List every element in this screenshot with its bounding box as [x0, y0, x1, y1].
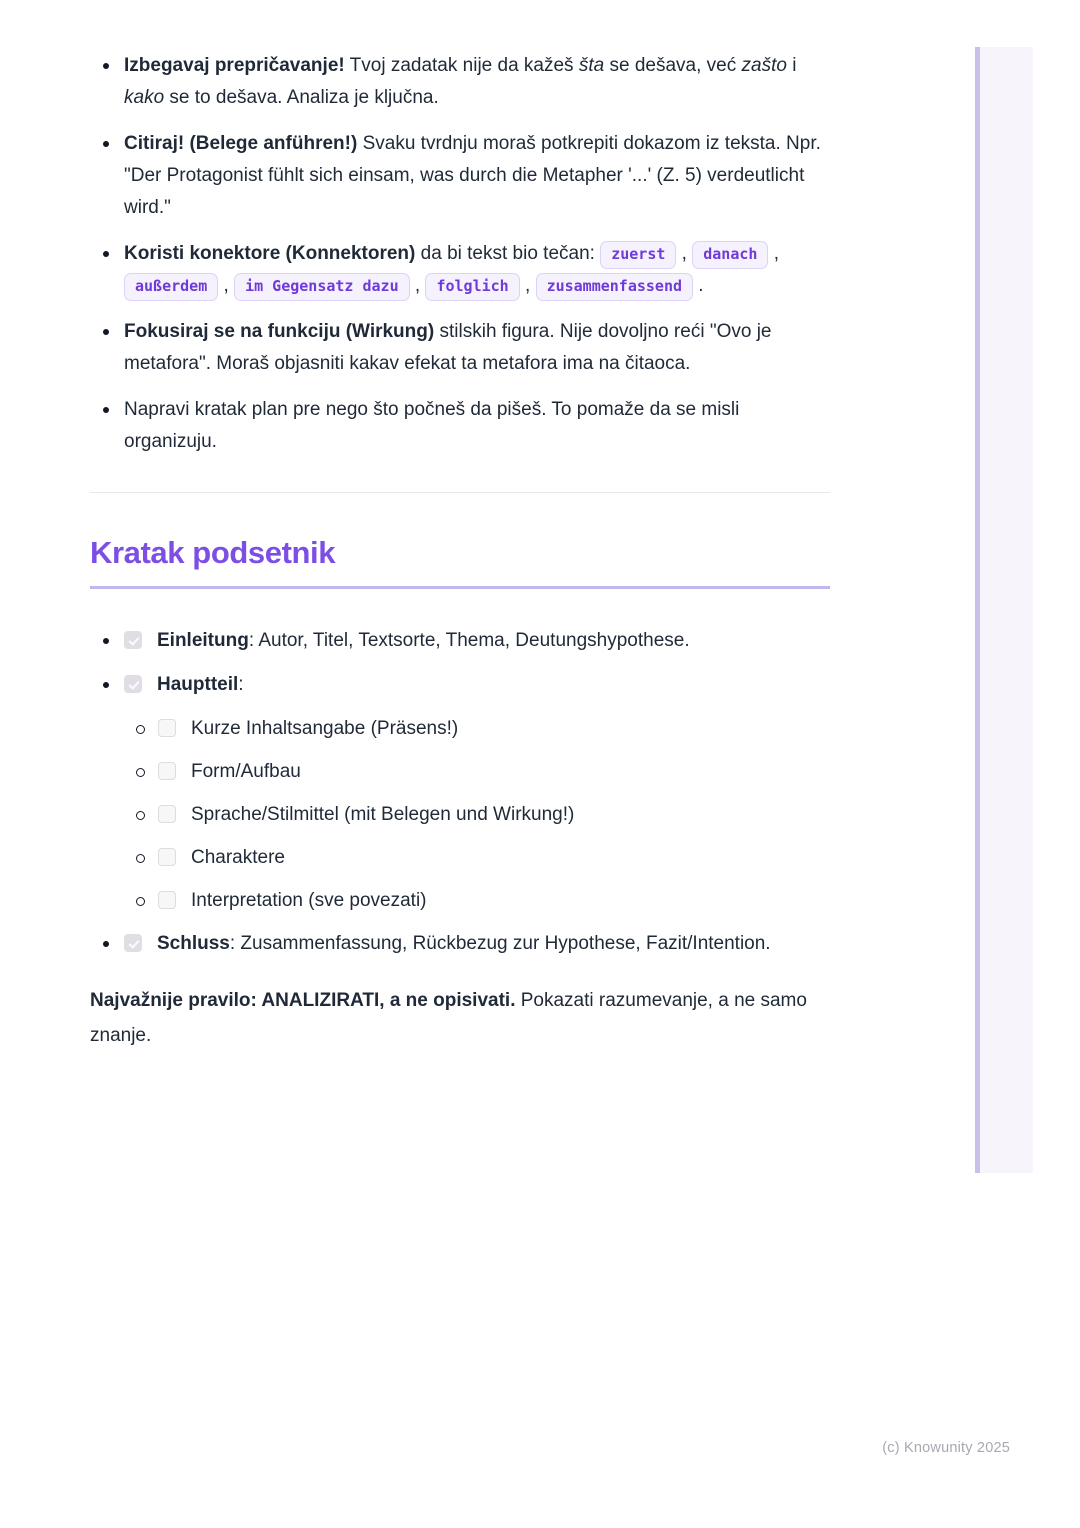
closing-paragraph	[90, 983, 830, 1053]
section-divider	[90, 492, 830, 493]
list-item-text	[124, 55, 796, 108]
checklist-subitem-interpretation	[90, 885, 830, 917]
text-segment: ,	[409, 275, 426, 296]
connector-code-tag: außerdem	[124, 273, 218, 301]
text-segment: Schluss	[157, 933, 230, 954]
text-segment: Koristi konektore (Konnektoren)	[124, 243, 416, 264]
checkbox-schluss[interactable]	[124, 934, 142, 952]
text-segment: Hauptteil	[157, 674, 239, 695]
text-segment: Napravi kratak plan pre nego što počneš da pišeš. To pomaže da se misli organizuju.	[124, 399, 740, 452]
text-segment: ,	[218, 275, 235, 296]
checklist-item-text	[157, 630, 690, 651]
text-segment: Interpretation (sve povezati)	[191, 890, 427, 911]
text-segment: .	[693, 275, 704, 296]
bullet-icon	[103, 941, 109, 947]
checklist-item-text	[157, 933, 771, 954]
text-segment: Najvažnije pravilo: ANALIZIRATI, a ne opisivati.	[90, 990, 516, 1011]
checklist-item-text	[191, 804, 574, 825]
checklist-subitem-inhaltsangabe	[90, 713, 830, 745]
text-segment: da bi tekst bio tečan:	[415, 243, 601, 264]
text-segment: ,	[676, 243, 693, 264]
checklist-item-text	[191, 890, 427, 911]
connector-code-tag: danach	[692, 241, 768, 269]
connector-code-tag: zuerst	[600, 241, 676, 269]
checklist-item-einleitung	[90, 625, 830, 657]
bullet-icon	[103, 638, 109, 644]
checkbox-einleitung[interactable]	[124, 631, 142, 649]
circle-bullet-icon	[136, 725, 145, 734]
list-item	[90, 316, 830, 380]
bullet-icon	[103, 63, 109, 69]
text-segment: Kurze Inhaltsangabe (Präsens!)	[191, 718, 459, 739]
bullet-icon	[103, 329, 109, 335]
text-segment: : Zusammenfassung, Rückbezug zur Hypothese, Fazit/Intention.	[229, 933, 771, 954]
circle-bullet-icon	[136, 897, 145, 906]
bullet-icon	[103, 682, 109, 688]
list-item-text	[124, 243, 779, 296]
text-segment: zašto	[741, 55, 787, 76]
checkbox-sprache-stilmittel[interactable]	[158, 805, 176, 823]
text-segment: Form/Aufbau	[191, 761, 301, 782]
checklist-subitem-sprache-stilmittel	[90, 799, 830, 831]
list-item	[90, 128, 830, 224]
text-segment: Svaku tvrdnju moraš potkrepiti dokazom iz teksta. Npr. "Der Protagonist fühlt sich einsam, was durch die Metapher '...' (Z. 5) verdeutlicht wird."	[124, 133, 821, 218]
checklist	[90, 625, 830, 960]
bullet-icon	[103, 407, 109, 413]
connector-code-tag: folglich	[425, 273, 519, 301]
text-segment: se dešava, već	[604, 55, 742, 76]
checkbox-charaktere[interactable]	[158, 848, 176, 866]
text-segment: i	[786, 55, 797, 76]
checklist-subitem-charaktere	[90, 842, 830, 874]
text-segment: Charaktere	[191, 847, 285, 868]
text-segment: se to dešava. Analiza je ključna.	[164, 87, 439, 108]
bullet-icon	[103, 251, 109, 257]
text-segment: šta	[578, 55, 605, 76]
tips-list	[90, 50, 830, 458]
checklist-item-hauptteil	[90, 669, 830, 701]
text-segment: kako	[124, 87, 165, 108]
text-segment: : Autor, Titel, Textsorte, Thema, Deutungshypothese.	[248, 630, 690, 651]
document-body	[90, 50, 830, 1053]
list-item-text	[124, 133, 821, 218]
checklist-subitem-form-aufbau	[90, 756, 830, 788]
list-item-text	[124, 399, 739, 452]
checkbox-interpretation[interactable]	[158, 891, 176, 909]
checkbox-form-aufbau[interactable]	[158, 762, 176, 780]
text-segment: Citiraj! (Belege anführen!)	[124, 133, 358, 154]
checklist-item-text	[191, 718, 458, 739]
connector-code-tag: im Gegensatz dazu	[234, 273, 410, 301]
page-title: Kratak podsetnik	[90, 535, 830, 589]
page-scroll-track[interactable]	[975, 47, 1033, 1173]
checkbox-hauptteil[interactable]	[124, 675, 142, 693]
list-item	[90, 50, 830, 114]
text-segment: ,	[519, 275, 536, 296]
bullet-icon	[103, 141, 109, 147]
list-item	[90, 394, 830, 458]
circle-bullet-icon	[136, 768, 145, 777]
checklist-item-text	[191, 761, 301, 782]
checklist-item-text	[157, 674, 244, 695]
checklist-item-text	[191, 847, 285, 868]
text-segment: Izbegavaj prepričavanje!	[124, 55, 345, 76]
text-segment: Fokusiraj se na funkciju (Wirkung)	[124, 321, 435, 342]
text-segment: Pokazati razumevanje, a ne samo znanje.	[90, 990, 807, 1046]
connector-code-tag: zusammenfassend	[536, 273, 693, 301]
text-segment: ,	[768, 243, 779, 264]
text-segment: Einleitung	[157, 630, 249, 651]
text-segment: Sprache/Stilmittel (mit Belegen und Wirkung!)	[191, 804, 575, 825]
text-segment: :	[238, 674, 244, 695]
text-segment: Tvoj zadatak nije da kažeš	[344, 55, 579, 76]
copyright-note: (c) Knowunity 2025	[882, 1440, 1010, 1456]
circle-bullet-icon	[136, 854, 145, 863]
text-segment: stilskih figura. Nije dovoljno reći "Ovo je metafora". Moraš objasniti kakav efekat ta metafora ima na čitaoca.	[124, 321, 772, 374]
checkbox-inhaltsangabe[interactable]	[158, 719, 176, 737]
list-item	[90, 238, 830, 302]
circle-bullet-icon	[136, 811, 145, 820]
checklist-item-schluss	[90, 928, 830, 960]
list-item-text	[124, 321, 772, 374]
